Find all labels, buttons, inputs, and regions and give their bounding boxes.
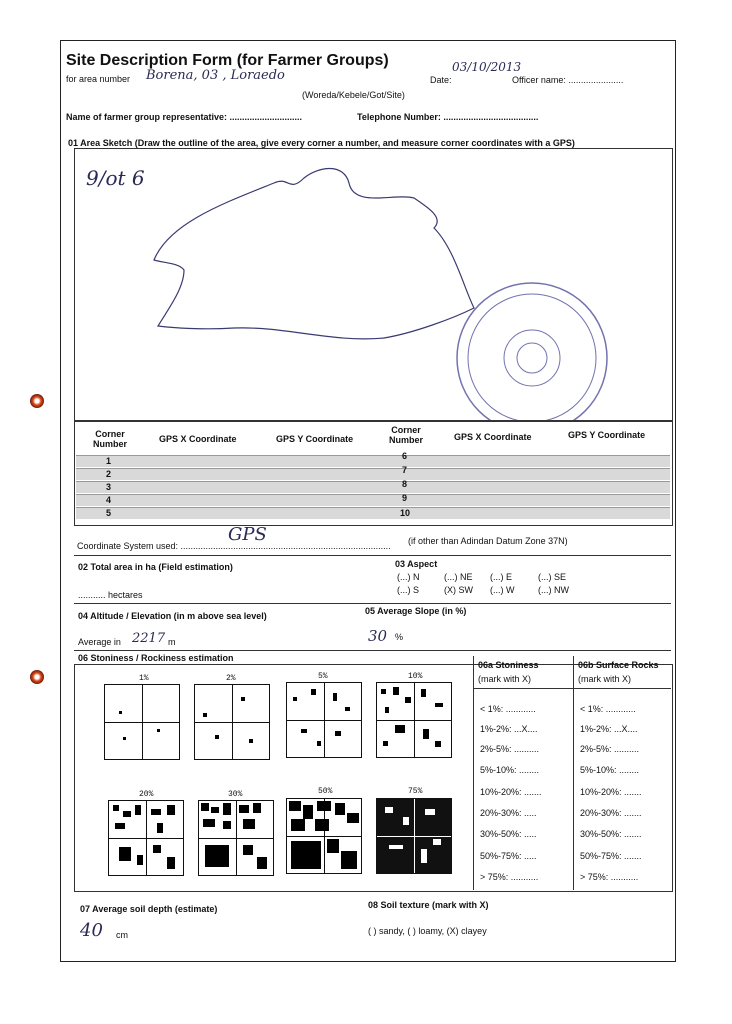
stoniness-panel-label: 2% — [226, 674, 236, 683]
surface-rocks-option: > 75%: ........... — [580, 872, 639, 882]
divider — [74, 603, 671, 604]
area-sketch-drawing — [74, 148, 671, 420]
altitude-label: Average in — [78, 637, 121, 647]
gps-y-header-right: GPS Y Coordinate — [568, 430, 646, 440]
area-sketch-header: 01 Area Sketch (Draw the outline of the area, give every corner a number, and measure corner coordinates with a GPS) — [68, 138, 575, 148]
surface-rocks-column-header: 06b Surface Rocks — [578, 660, 659, 670]
stoniness-option: 30%-50%: ..... — [480, 829, 537, 839]
stoniness-panel-30 — [198, 800, 274, 876]
stoniness-panel-label: 50% — [318, 787, 333, 796]
surface-rocks-option: 30%-50%: ....... — [580, 829, 642, 839]
officer-name-label: Officer name: ...................... — [512, 75, 624, 85]
aspect-option: (...) N — [397, 572, 420, 582]
soil-texture-header: 08 Soil texture (mark with X) — [368, 900, 489, 910]
aspect-option-selected: (X) SW — [444, 585, 473, 595]
corner-number: 5 — [106, 508, 112, 518]
aspect-option: (...) E — [490, 572, 512, 582]
stoniness-option: 50%-75%: ..... — [480, 851, 537, 861]
date-value: 03/10/2013 — [452, 60, 522, 74]
coordinate-row — [76, 468, 670, 480]
stoniness-panel-2 — [194, 684, 270, 760]
surface-rocks-option: < 1%: ............ — [580, 704, 636, 714]
stoniness-panel-label: 1% — [139, 674, 149, 683]
stoniness-panel-50 — [286, 798, 362, 874]
stoniness-panel-label: 5% — [318, 672, 328, 681]
form-title: Site Description Form (for Farmer Groups) — [66, 52, 389, 69]
total-area-hectares: ........... hectares — [78, 590, 143, 600]
corner-number: 7 — [402, 465, 408, 475]
slope-value: 30 — [368, 627, 388, 645]
stoniness-option: 5%-10%: ........ — [480, 765, 540, 775]
stoniness-option: < 1%: ............ — [480, 704, 536, 714]
coordinate-system-value: GPS — [228, 524, 267, 545]
soil-texture-options: ( ) sandy, ( ) loamy, (X) clayey — [368, 926, 487, 936]
aspect-option: (...) NE — [444, 572, 473, 582]
stoniness-panel-5 — [286, 682, 362, 758]
surface-rocks-column-sub: (mark with X) — [578, 674, 632, 684]
coordinate-row — [76, 481, 670, 493]
aspect-option: (...) S — [397, 585, 419, 595]
aspect-option: (...) SE — [538, 572, 567, 582]
coordinate-system-suffix: (if other than Adindan Datum Zone 37N) — [408, 536, 568, 546]
representative-label: Name of farmer group representative: ............................. — [66, 112, 303, 122]
divider — [473, 688, 671, 689]
altitude-header: 04 Altitude / Elevation (in m above sea level) — [78, 611, 267, 621]
area-number-label: for area number — [66, 74, 131, 84]
stoniness-option: 2%-5%: .......... — [480, 744, 540, 754]
corner-number: 2 — [106, 469, 112, 479]
corner-number: 1 — [106, 456, 112, 466]
woreda-hint: (Woreda/Kebele/Got/Site) — [302, 90, 405, 100]
surface-rocks-option: 2%-5%: .......... — [580, 744, 640, 754]
aspect-header: 03 Aspect — [395, 559, 438, 569]
coordinate-system-label: Coordinate System used: .................................................................................... — [77, 541, 391, 551]
surface-rocks-option: 5%-10%: ........ — [580, 765, 640, 775]
gps-x-header-right: GPS X Coordinate — [454, 432, 532, 442]
date-label: Date: — [430, 75, 452, 85]
telephone-label: Telephone Number: ...................................... — [357, 112, 539, 122]
stoniness-panel-label: 75% — [408, 787, 423, 796]
stoniness-panel-label: 20% — [139, 790, 154, 799]
slope-unit: % — [395, 632, 404, 642]
official-stamp — [457, 283, 607, 420]
corner-number-header-left: Corner Number — [92, 429, 127, 449]
corner-number-header-right: Corner Number — [388, 425, 423, 445]
stoniness-header: 06 Stoniness / Rockiness estimation — [78, 653, 234, 663]
surface-rocks-option: 20%-30%: ....... — [580, 808, 642, 818]
aspect-option: (...) NW — [538, 585, 569, 595]
surface-rocks-option: 50%-75%: ....... — [580, 851, 642, 861]
divider — [74, 555, 671, 556]
stoniness-column-sub: (mark with X) — [478, 674, 532, 684]
stoniness-option: 10%-20%: ....... — [480, 787, 542, 797]
stoniness-panel-20 — [108, 800, 184, 876]
gps-x-header-left: GPS X Coordinate — [159, 434, 237, 444]
divider — [473, 656, 474, 890]
corner-number: 8 — [402, 479, 408, 489]
corner-number: 9 — [402, 493, 408, 503]
coordinate-row — [76, 494, 670, 506]
soil-depth-header: 07 Average soil depth (estimate) — [80, 904, 218, 914]
aspect-option: (...) W — [490, 585, 515, 595]
corner-number: 3 — [106, 482, 112, 492]
stoniness-option: 20%-30%: ..... — [480, 808, 537, 818]
stoniness-panel-10 — [376, 682, 452, 758]
divider — [573, 656, 574, 890]
altitude-value: 2217 — [132, 631, 166, 646]
sketch-note: 9/ot 6 — [86, 166, 145, 190]
stoniness-column-header: 06a Stoniness — [478, 660, 539, 670]
soil-depth-value: 40 — [80, 920, 103, 941]
slope-header: 05 Average Slope (in %) — [365, 606, 467, 616]
coordinate-row — [76, 507, 670, 519]
punch-hole-top — [30, 394, 44, 408]
corner-number: 6 — [402, 451, 408, 461]
surface-rocks-option-selected: 1%-2%: ...X.... — [580, 724, 638, 734]
stoniness-panel-label: 10% — [408, 672, 423, 681]
divider — [74, 650, 671, 651]
area-number-value: Borena, 03 , Loraedo — [146, 68, 285, 83]
gps-y-header-left: GPS Y Coordinate — [276, 434, 354, 444]
stoniness-panel-1 — [104, 684, 180, 760]
stoniness-option-selected: 1%-2%: ...X.... — [480, 724, 538, 734]
punch-hole-bottom — [30, 670, 44, 684]
corner-number: 10 — [400, 508, 411, 518]
soil-depth-unit: cm — [116, 930, 128, 940]
altitude-unit: m — [168, 637, 176, 647]
stoniness-option: > 75%: ........... — [480, 872, 539, 882]
total-area-header: 02 Total area in ha (Field estimation) — [78, 562, 233, 572]
surface-rocks-option: 10%-20%: ....... — [580, 787, 642, 797]
corner-number: 4 — [106, 495, 112, 505]
stoniness-panel-label: 30% — [228, 790, 243, 799]
coordinate-row — [76, 455, 670, 467]
stoniness-panel-75 — [376, 798, 452, 874]
